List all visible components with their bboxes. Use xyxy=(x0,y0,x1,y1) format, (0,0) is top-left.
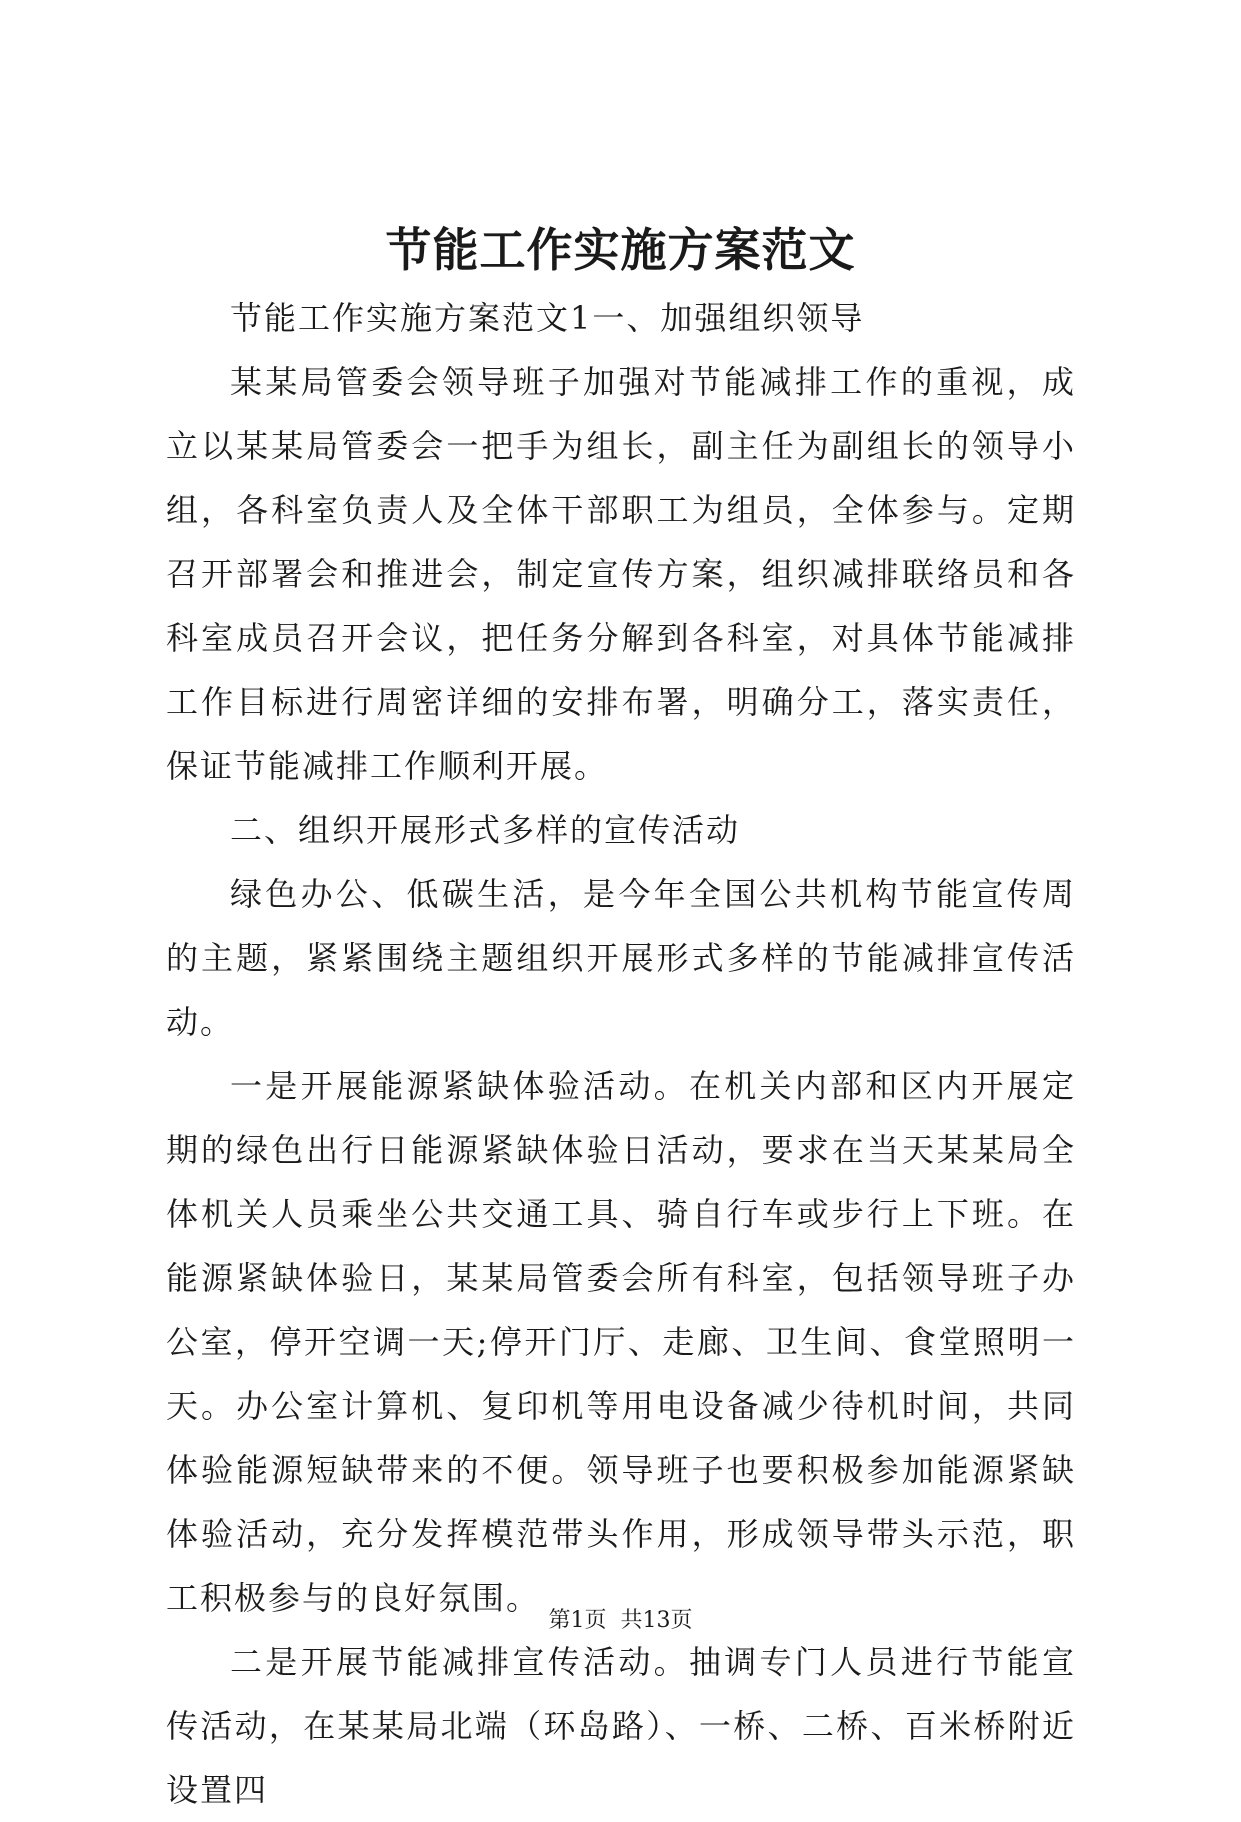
paragraph-publicity: 二是开展节能减排宣传活动。抽调专门人员进行节能宣传活动，在某某局北端（环岛路）、一桥、二桥、百米桥附近设置四 xyxy=(166,1643,1076,1809)
paragraph-energy-shortage: 一是开展能源紧缺体验活动。在机关内部和区内开展定期的绿色出行日能源紧缺体验日活动，要求在当天某某局全体机关人员乘坐公共交通工具、骑自行车或步行上下班。在能源紧缺体验日，某某局管委会所有科室，包括领导班子办公室，停开空调一天;停开门厅、走廊、卫生间、食堂照明一天。办公室计算机、复印机等用电设备减少待机时间，共同体验能源短缺带来的不便。领导班子也要积极参加能源紧缺体验活动，充分发挥模范带头作用，形成领导带头示范，职工积极参与的良好氛围。 xyxy=(166,1067,1076,1617)
paragraph-heading-2: 二、组织开展形式多样的宣传活动 xyxy=(230,811,741,849)
paragraph-heading-1: 节能工作实施方案范文1一、加强组织领导 xyxy=(230,299,865,337)
page-number: 第1页 共13页 xyxy=(548,1608,693,1633)
document-body xyxy=(166,286,1076,1822)
paragraph-theme: 绿色办公、低碳生活，是今年全国公共机构节能宣传周的主题，紧紧围绕主题组织开展形式多样的节能减排宣传活动。 xyxy=(166,875,1076,1041)
page-footer xyxy=(0,1606,1241,1636)
document-title: 节能工作实施方案范文 xyxy=(385,223,856,277)
paragraph-organization: 某某局管委会领导班子加强对节能减排工作的重视，成立以某某局管委会一把手为组长，副主任为副组长的领导小组，各科室负责人及全体干部职工为组员，全体参与。定期召开部署会和推进会，制定宣传方案，组织减排联络员和各科室成员召开会议，把任务分解到各科室，对具体节能减排工作目标进行周密详细的安排布署，明确分工，落实责任，保证节能减排工作顺利开展。 xyxy=(166,363,1076,785)
